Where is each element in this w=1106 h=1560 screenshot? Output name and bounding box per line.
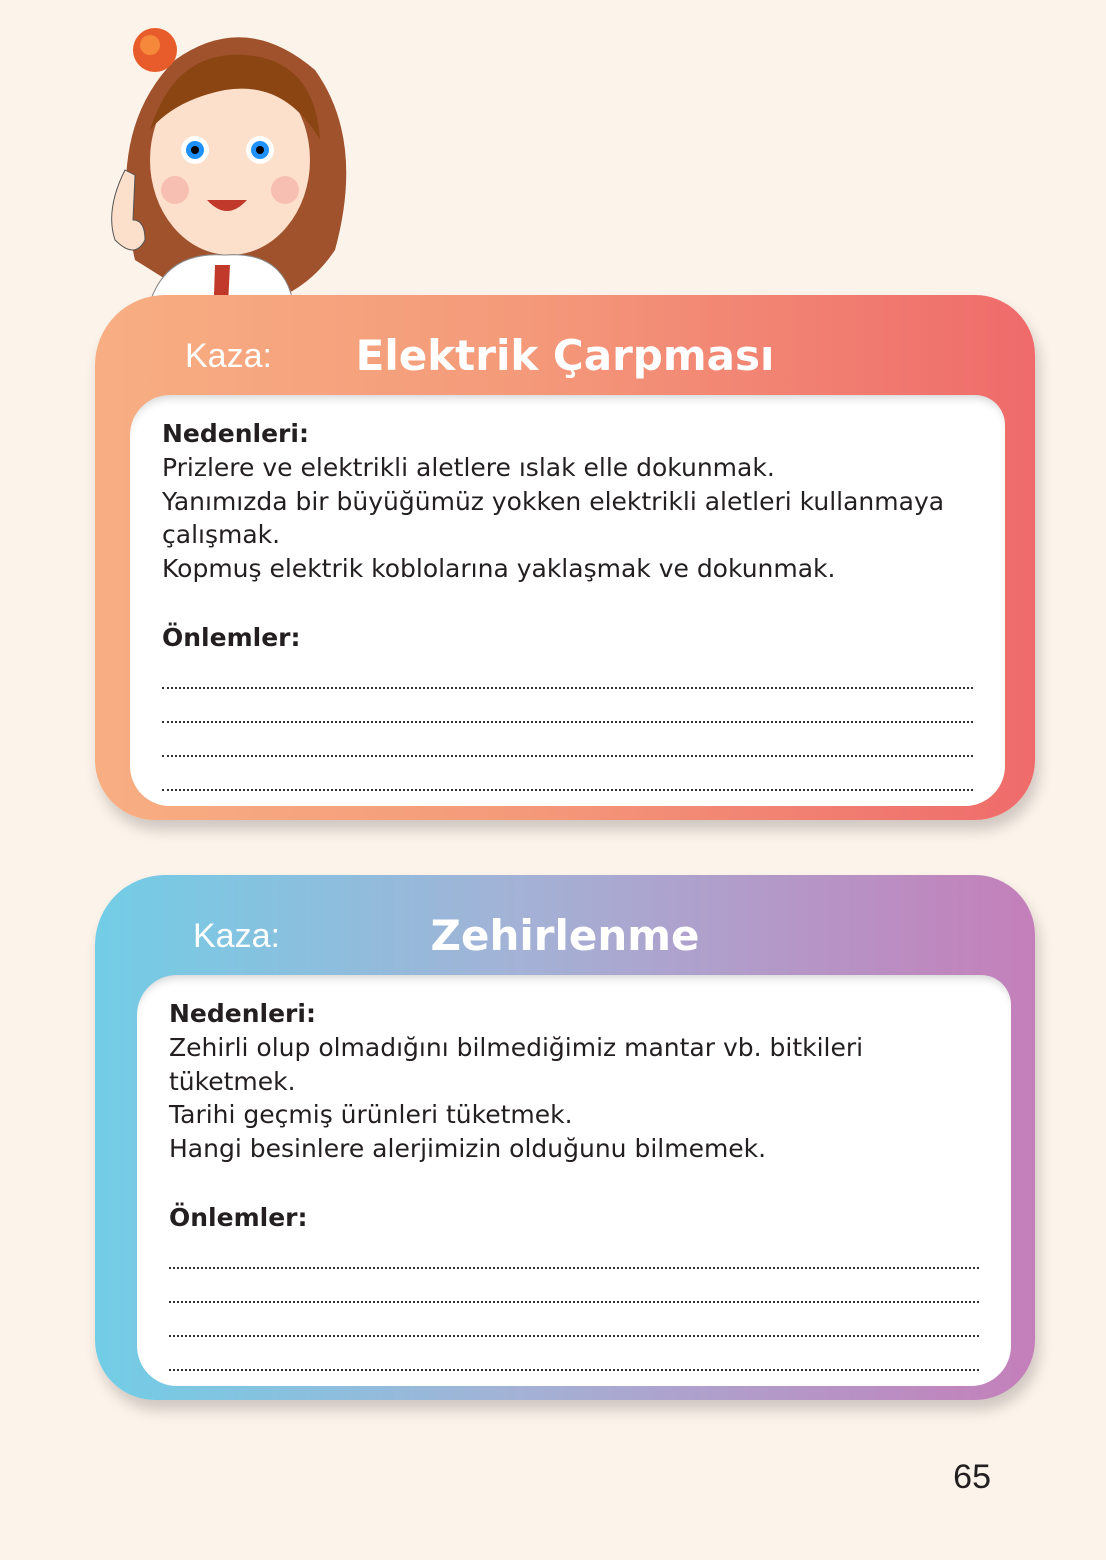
card-title: Elektrik Çarpması bbox=[355, 331, 775, 380]
kaza-label: Kaza: bbox=[185, 337, 272, 375]
accident-card-electric-shock bbox=[95, 295, 1035, 820]
answer-line[interactable] bbox=[169, 1337, 979, 1371]
girl-illustration bbox=[95, 10, 365, 325]
cause-line: çalışmak. bbox=[162, 520, 281, 549]
cause-line: Hangi besinlere alerjimizin olduğunu bilmemek. bbox=[169, 1133, 767, 1163]
accident-card-poisoning bbox=[95, 875, 1035, 1400]
cause-line: Zehirli olup olmadığını bilmediğimiz mantar vb. bitkileri bbox=[169, 1033, 864, 1062]
cause-line: Prizlere ve elektrikli aletlere ıslak elle dokunmak. bbox=[162, 453, 775, 482]
cause-line: Kopmuş elektrik koblolarına yaklaşmak ve dokunmak. bbox=[162, 553, 836, 583]
card-title: Zehirlenme bbox=[430, 911, 700, 960]
cause-line: Tarihi geçmiş ürünleri tüketmek. bbox=[169, 1100, 573, 1129]
precautions-heading: Önlemler: bbox=[169, 1203, 308, 1232]
cause-line: tüketmek. bbox=[169, 1066, 296, 1096]
answer-line[interactable] bbox=[169, 1303, 979, 1337]
precautions-heading: Önlemler: bbox=[162, 623, 301, 652]
card-body bbox=[137, 975, 1011, 1386]
answer-line[interactable] bbox=[162, 757, 973, 791]
answer-line[interactable] bbox=[169, 1269, 979, 1303]
cause-line: Yanımızda bir büyüğümüz yokken elektrikli aletleri kullanmaya bbox=[162, 486, 945, 516]
answer-line[interactable] bbox=[162, 723, 973, 757]
page-number: 65 bbox=[953, 1458, 991, 1496]
causes-heading: Nedenleri: bbox=[169, 999, 316, 1028]
kaza-label: Kaza: bbox=[193, 917, 280, 955]
answer-line[interactable] bbox=[169, 1235, 979, 1269]
card-body bbox=[130, 395, 1005, 806]
answer-line[interactable] bbox=[162, 655, 973, 689]
causes-heading: Nedenleri: bbox=[162, 419, 309, 448]
answer-line[interactable] bbox=[162, 689, 973, 723]
